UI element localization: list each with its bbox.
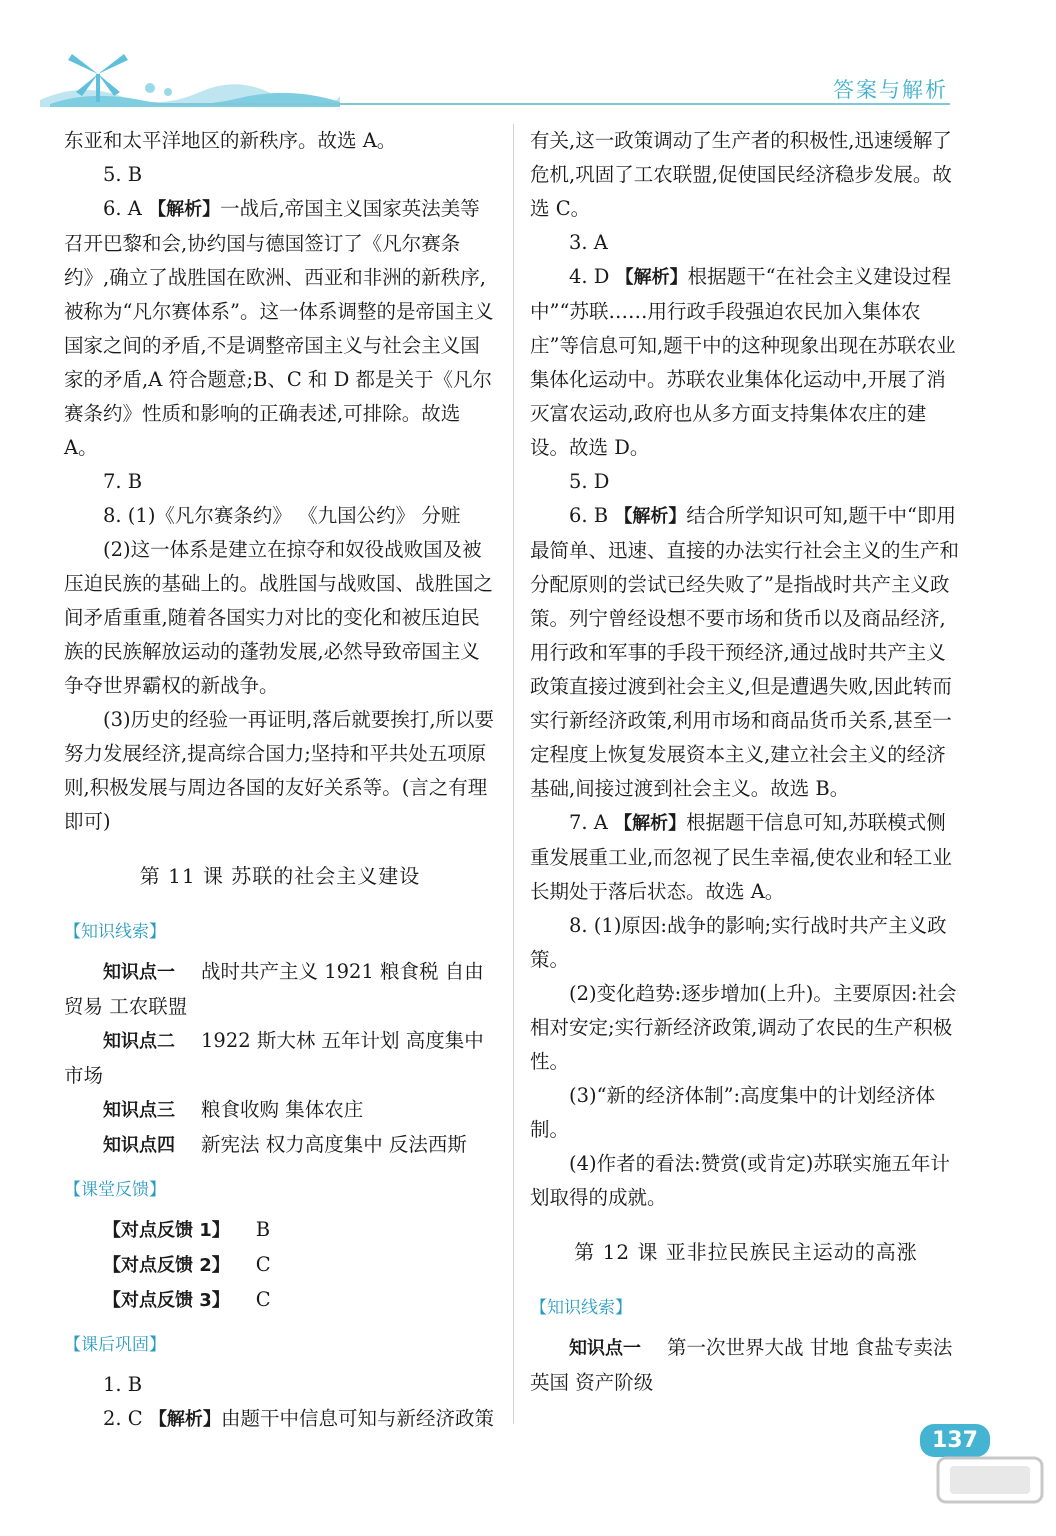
section-tag: 【知识线索】 [530,1298,632,1318]
feedback-answer: B [255,1218,271,1241]
analysis-label: 【解析】 [614,813,687,834]
knowledge-point-text: 第一次世界大战 甘地 食盐专卖法 英国 资产阶级 [530,1336,953,1394]
watermark-stamp [930,1420,1050,1530]
column-divider [513,124,514,1424]
knowledge-point-label: 知识点一 [569,1338,641,1359]
feedback-label: 【对点反馈 2】 [103,1255,230,1276]
answer-item: 1. B [103,1373,143,1396]
answer-number: 7. A [569,811,608,834]
feedback-item [64,1283,496,1318]
analysis-text: 由题干中信息可知与新经济政策 [220,1407,494,1430]
knowledge-point [64,1024,496,1093]
knowledge-point [64,1093,496,1128]
lesson-title: 第 11 课 苏联的社会主义建设 [139,864,421,888]
windmill-wave-logo [40,52,340,107]
section-tag: 【知识线索】 [64,922,166,942]
section-tag: 【课后巩固】 [64,1335,166,1355]
section-tag: 【课堂反馈】 [64,1180,166,1200]
answer-item: 3. A [569,231,608,254]
answer-item: 5. D [569,470,610,493]
analysis-label: 【解析】 [148,199,221,220]
analysis-text: 根据题干信息可知,苏联模式侧重发展重工业,而忽视了民生幸福,使农业和轻工业长期处于落后状态。故选 A。 [530,811,952,903]
feedback-answer: C [255,1288,271,1311]
knowledge-point-text: 粮食收购 集体农庄 [201,1098,364,1121]
answer-number: 6. A [103,197,142,220]
answer-paragraph: (4)作者的看法:赞赏(或肯定)苏联实施五年计划取得的成就。 [530,1152,950,1209]
lesson-title: 第 12 课 亚非拉民族民主运动的高涨 [574,1240,918,1264]
analysis-text: 结合所学知识可知,题干中“即用最简单、迅速、直接的办法实行社会主义的生产和分配原则的尝试已经失败了”是指战时共产主义政策。列宁曾经设想不要市场和货币以及商品经济,用行政和军事的手段干预经济,通过战时共产主义政策直接过渡到社会主义,但是遭遇失败,因此转而实行新经济政策,利用市场和商品货币关系,甚至一定程度上恢复发展资本主义,建立社会主义的经济基础,间接过渡到社会主义。故选 B。 [530,504,960,800]
knowledge-point-text: 1922 斯大林 五年计划 高度集中 市场 [64,1029,484,1087]
answer-item [530,806,962,909]
answer-item [64,192,496,465]
knowledge-point-text: 战时共产主义 1921 粮食税 自由贸易 工农联盟 [64,960,484,1018]
analysis-label: 【解析】 [148,1409,221,1430]
knowledge-point-label: 知识点四 [103,1135,175,1156]
answer-paragraph: (3)“新的经济体制”:高度集中的计划经济体制。 [530,1084,936,1141]
analysis-text: 一战后,帝国主义国家英法美等召开巴黎和会,协约国与德国签订了《凡尔赛条约》,确立了战胜国在欧洲、西亚和非洲的新秩序,被称为“凡尔赛体系”。这一体系调整的是帝国主义国家之间的矛盾,不是调整帝国主义与社会主义国家的矛盾,A 符合题意;B、C 和 D 都是关于《凡尔赛条约》性质和影响的正确表述,可排除。故选 A。 [64,197,494,459]
answer-paragraph: (2)变化趋势:逐步增加(上升)。主要原因:社会相对安定;实行新经济政策,调动了农民的生产积极性。 [530,982,957,1073]
header-rule [150,103,950,105]
answer-paragraph: (2)这一体系是建立在掠夺和奴役战败国及被压迫民族的基础上的。战胜国与战败国、战胜国之间矛盾重重,随着各国实力对比的变化和被压迫民族的民族解放运动的蓬勃发展,必然导致帝国主义争夺世界霸权的新战争。 [64,538,494,697]
left-column [64,124,496,1437]
answer-text: 有关,这一政策调动了生产者的积极性,迅速缓解了危机,巩固了工农联盟,促使国民经济稳步发展。故选 C。 [530,129,952,220]
feedback-item [64,1213,496,1248]
answer-item: 8. (1)《凡尔赛条约》 《九国公约》 分赃 [103,504,461,527]
knowledge-point-label: 知识点一 [103,962,175,983]
feedback-item [64,1248,496,1283]
analysis-label: 【解析】 [614,506,687,527]
page-number: 137 [920,1424,990,1457]
answer-number: 2. C [103,1407,143,1430]
feedback-label: 【对点反馈 3】 [103,1290,230,1311]
right-column [530,124,962,1400]
knowledge-point-label: 知识点二 [103,1031,175,1052]
answer-paragraph: 8. (1)原因:战争的影响;实行战时共产主义政策。 [530,914,947,971]
knowledge-point-text: 新宪法 权力高度集中 反法西斯 [201,1133,467,1156]
feedback-label: 【对点反馈 1】 [103,1220,230,1241]
knowledge-point-label: 知识点三 [103,1100,175,1121]
answer-item [530,260,962,465]
feedback-answer: C [255,1253,271,1276]
knowledge-point [530,1331,962,1400]
knowledge-point [64,955,496,1024]
answer-item [530,499,962,806]
answer-item [64,1402,496,1437]
answer-paragraph: (3)历史的经验一再证明,落后就要挨打,所以要努力发展经济,提高综合国力;坚持和平共处五项原则,积极发展与周边各国的友好关系等。(言之有理即可) [64,708,495,833]
header-title: 答案与解析 [833,78,948,102]
answer-number: 4. D [569,265,610,288]
page-header [0,0,1056,110]
answer-number: 6. B [569,504,609,527]
analysis-text: 根据题干“在社会主义建设过程中”“苏联……用行政手段强迫农民加入集体农庄”等信息可知,题干中的这种现象出现在苏联农业集体化运动中。苏联农业集体化运动中,开展了消灭富农运动,政府也从多方面支持集体农庄的建设。故选 D。 [530,265,956,459]
answer-text: 东亚和太平洋地区的新秩序。故选 A。 [64,129,397,152]
analysis-label: 【解析】 [615,267,688,288]
answer-item: 7. B [103,470,143,493]
answer-item: 5. B [103,163,143,186]
knowledge-point [64,1128,496,1163]
